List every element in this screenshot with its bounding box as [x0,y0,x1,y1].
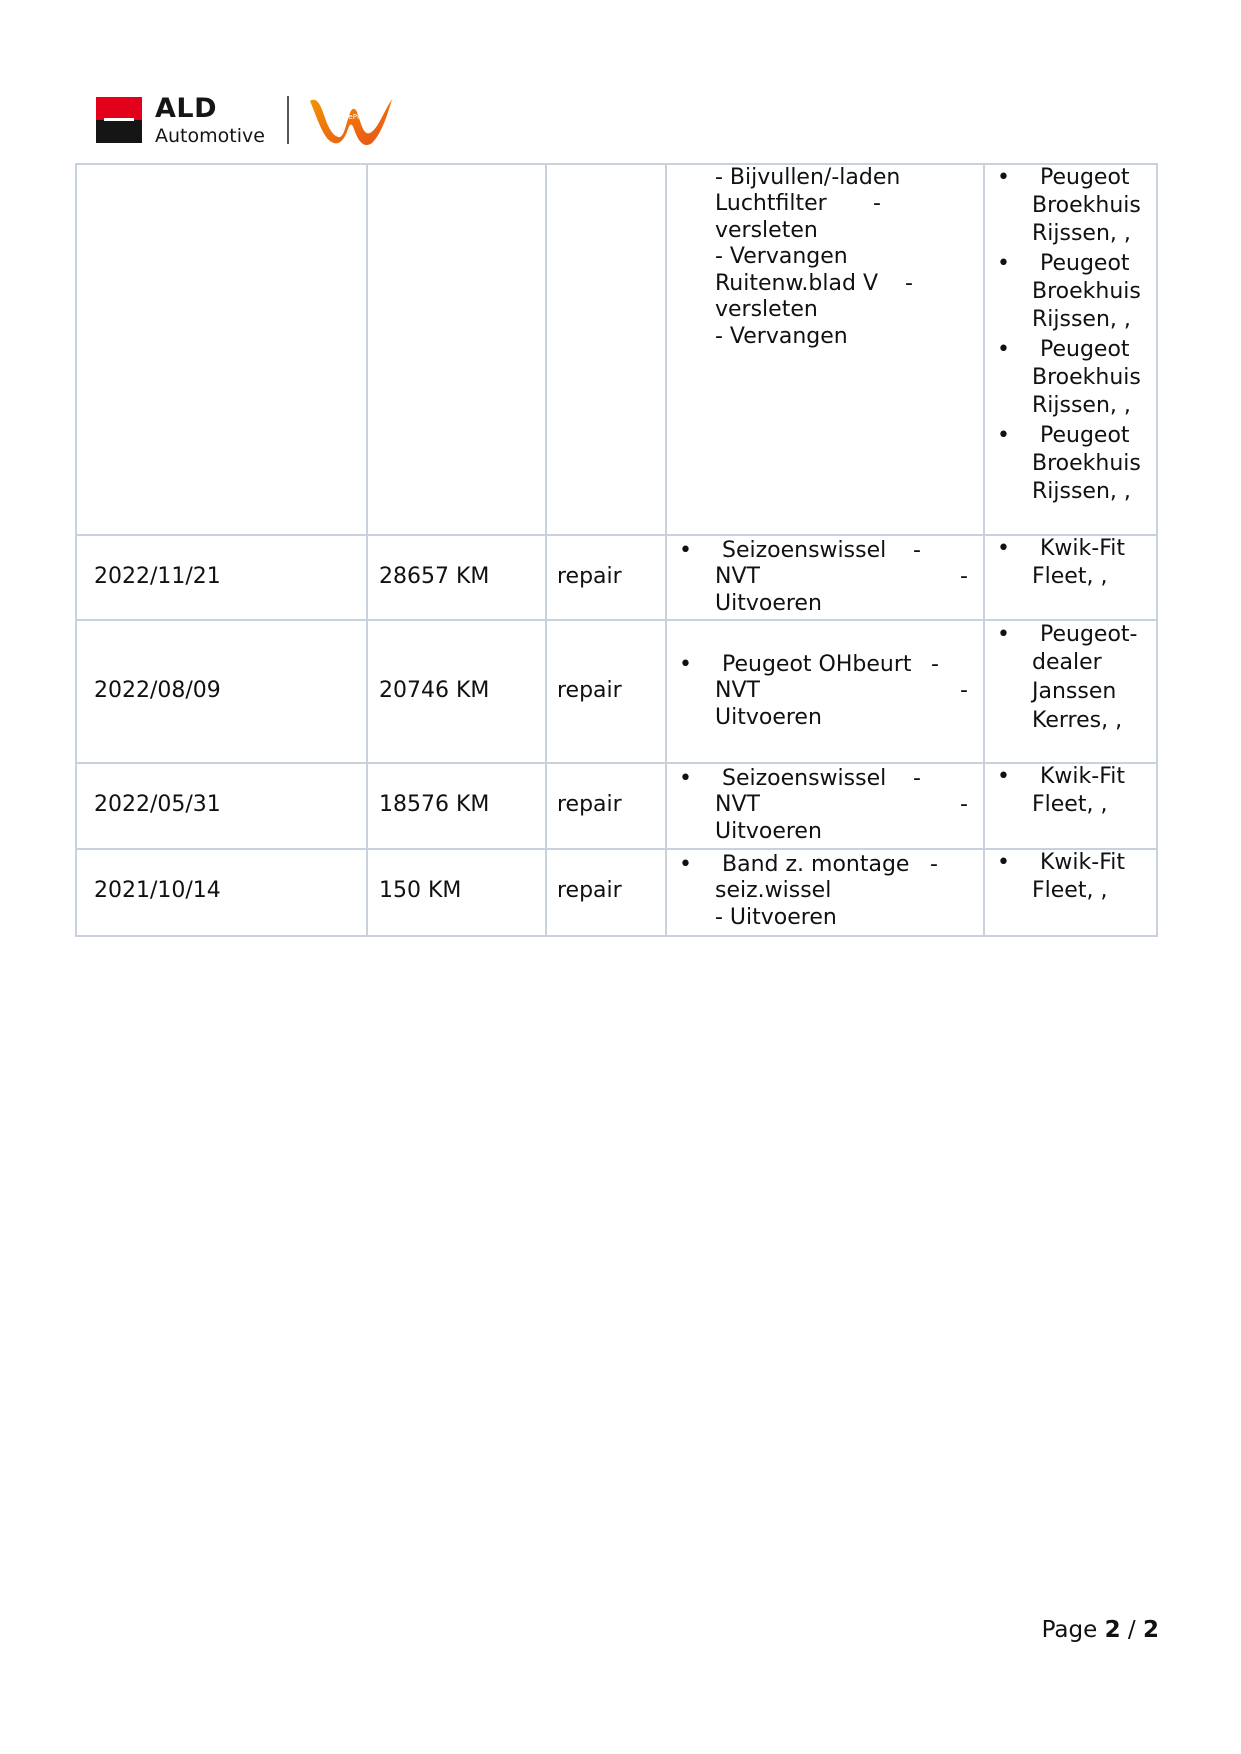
garage-line: Kerres, , [1032,708,1123,733]
logo-divider [287,96,289,144]
desc-line: - [960,792,968,817]
garage-line: Peugeot [1040,165,1130,190]
garage-line: Peugeot- [1040,622,1138,647]
desc-line: NVT [715,678,760,703]
desc-line: - [913,766,921,791]
km-cell: 18576 KM [379,792,490,817]
page-separator: / [1127,1617,1136,1643]
current-page: 2 [1104,1617,1121,1643]
type-cell: repair [557,792,622,817]
garage-line: Fleet, , [1032,792,1108,817]
garage-line: Kwik-Fit [1040,764,1126,789]
type-cell: repair [557,678,622,703]
km-cell: 28657 KM [379,564,490,589]
garage-line: dealer [1032,650,1102,675]
brand-subtitle: Automotive [155,125,265,147]
garage-line: Kwik-Fit [1040,850,1126,875]
bullet-icon: • [679,766,692,791]
date-cell: 2021/10/14 [94,878,221,903]
desc-line: NVT [715,792,760,817]
bullet-icon: • [679,652,692,677]
desc-line: Uitvoeren [715,591,822,616]
desc-line: - Uitvoeren [715,905,837,930]
maintenance-history-table [75,163,1158,937]
bullet-icon: • [997,251,1010,276]
bullet-icon: • [679,538,692,563]
desc-line: - Vervangen [715,324,848,349]
garage-line: Rijssen, , [1032,221,1131,246]
garage-line: Rijssen, , [1032,307,1131,332]
desc-line: Peugeot OHbeurt [722,652,912,677]
desc-line: Uitvoeren [715,705,822,730]
desc-line: - [905,271,913,296]
bullet-icon: • [997,764,1010,789]
desc-line: - Vervangen [715,244,848,269]
desc-line: Luchtfilter [715,191,827,216]
date-cell: 2022/05/31 [94,792,221,817]
garage-line: Peugeot [1040,251,1130,276]
desc-line: Band z. montage [722,852,910,877]
bullet-icon: • [997,165,1010,190]
garage-line: Janssen [1032,679,1117,704]
page-label: Page [1041,1617,1098,1643]
desc-line: - Bijvullen/-laden [715,165,901,190]
total-pages: 2 [1142,1617,1159,1643]
desc-line: - [960,564,968,589]
garage-line: Broekhuis [1032,193,1141,218]
km-cell: 20746 KM [379,678,490,703]
garage-line: Peugeot [1040,337,1130,362]
bullet-icon: • [997,850,1010,875]
ald-logo-mark [96,97,142,143]
page-indicator [1042,1616,1159,1644]
garage-line: Broekhuis [1032,451,1141,476]
type-cell: repair [557,878,622,903]
bullet-icon: • [997,337,1010,362]
leaseplan-logo [306,93,396,147]
desc-line: seiz.wissel [715,878,832,903]
table-grid [75,163,1158,937]
desc-line: Ruitenw.blad V [715,271,878,296]
desc-line: - [931,652,939,677]
bullet-icon: • [997,622,1010,647]
desc-line: - [960,678,968,703]
garage-line: Rijssen, , [1032,479,1131,504]
garage-line: Rijssen, , [1032,393,1131,418]
brand-name: ALD [155,93,218,124]
desc-line: Seizoenswissel [722,766,887,791]
bullet-icon: • [997,536,1010,561]
garage-line: Kwik-Fit [1040,536,1126,561]
garage-line: Broekhuis [1032,365,1141,390]
bullet-icon: • [997,423,1010,448]
garage-line: Fleet, , [1032,564,1108,589]
desc-line: NVT [715,564,760,589]
garage-line: Broekhuis [1032,279,1141,304]
bullet-icon: • [679,852,692,877]
desc-line: - [913,538,921,563]
garage-line: Peugeot [1040,423,1130,448]
leaseplan-logo-text: LeasePlan [332,113,368,121]
type-cell: repair [557,564,622,589]
desc-line: - [873,191,881,216]
desc-line: versleten [715,218,818,243]
date-cell: 2022/08/09 [94,678,221,703]
desc-line: versleten [715,297,818,322]
garage-line: Fleet, , [1032,878,1108,903]
desc-line: - [930,852,938,877]
date-cell: 2022/11/21 [94,564,221,589]
desc-line: Uitvoeren [715,819,822,844]
km-cell: 150 KM [379,878,462,903]
desc-line: Seizoenswissel [722,538,887,563]
